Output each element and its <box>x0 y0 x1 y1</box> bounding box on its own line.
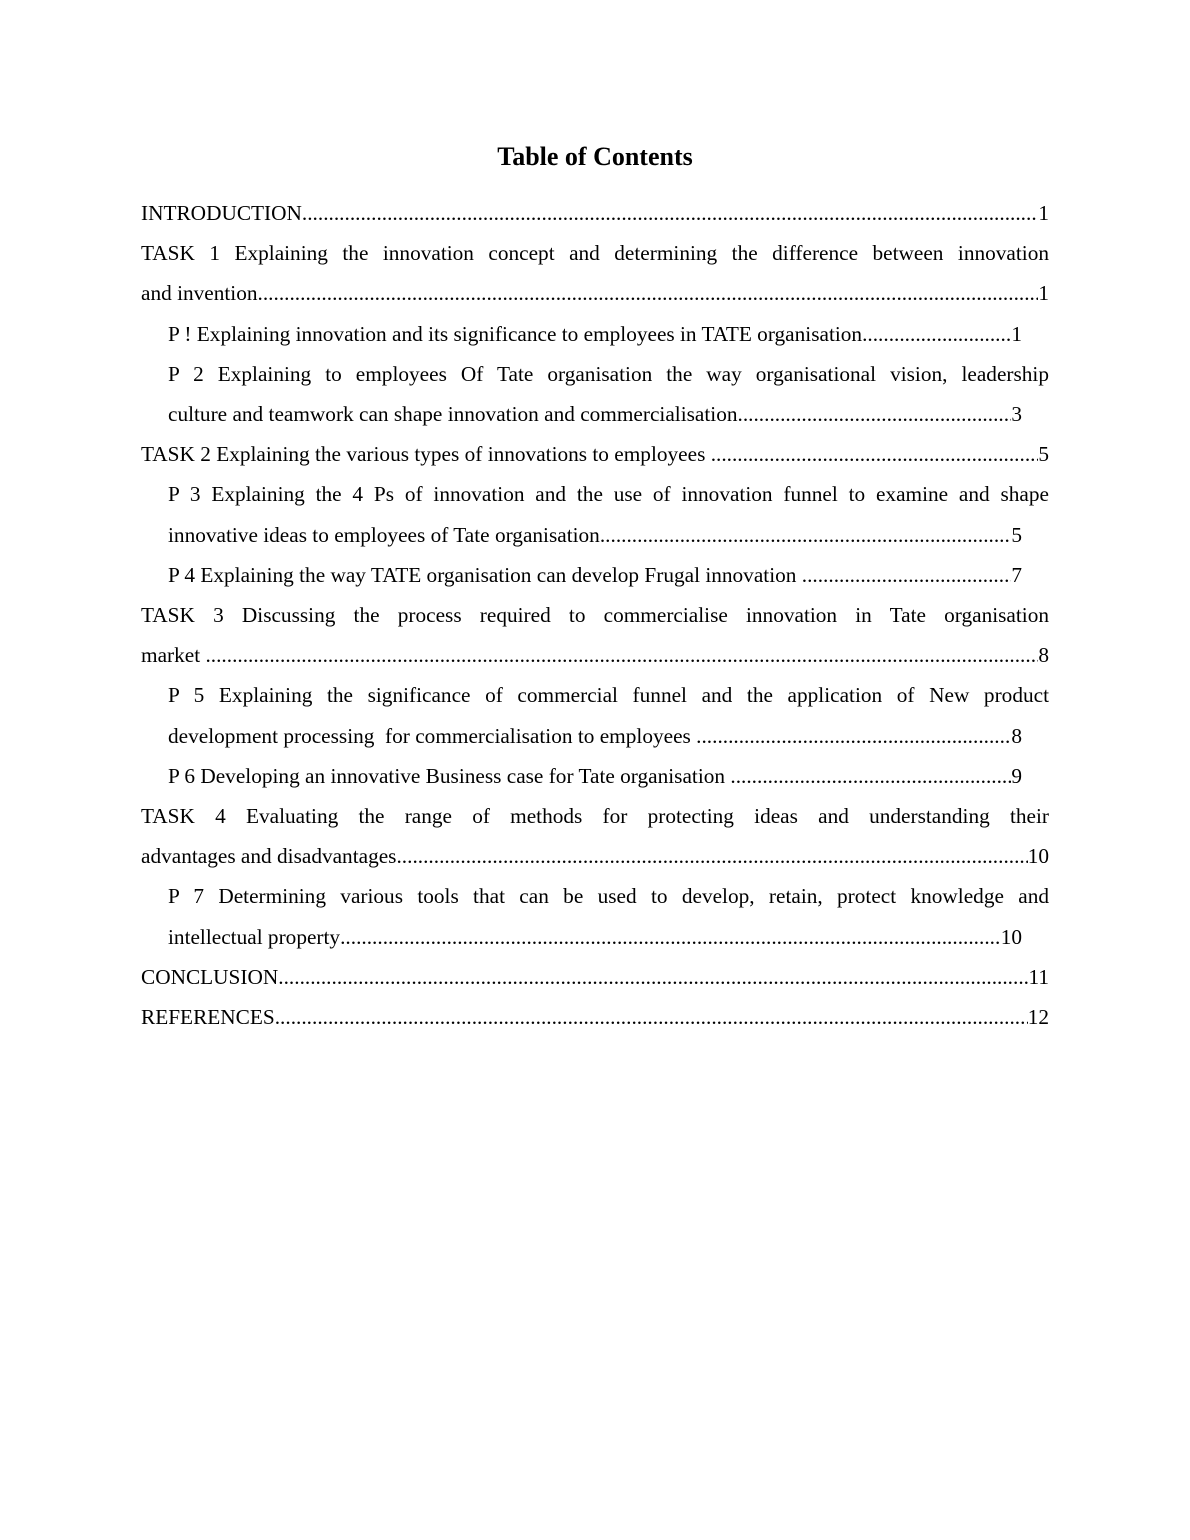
toc-entry-text: market <box>141 643 206 668</box>
toc-entry-text: P 4 Explaining the way TATE organisation can develop Frugal innovation <box>168 562 802 587</box>
toc-entry-task-2[interactable] <box>141 434 1049 474</box>
toc-dot-leader <box>738 394 1012 434</box>
toc-entry-p2[interactable] <box>168 354 1049 434</box>
toc-page-number: 9 <box>1011 763 1022 788</box>
toc-dot-leader <box>730 756 1011 796</box>
toc-entry-text: development processing for commercialisation to employees <box>168 723 697 748</box>
toc-page-number: 7 <box>1011 562 1022 587</box>
toc-entry-task-3[interactable] <box>141 595 1049 675</box>
toc-page-number: 10 <box>1027 844 1049 869</box>
toc-entry-conclusion[interactable] <box>141 957 1049 997</box>
toc-page-number: 1 <box>1038 281 1049 306</box>
toc-dot-leader <box>258 273 1039 313</box>
toc-entry-task-4[interactable] <box>141 796 1049 876</box>
toc-entry-text-line1: TASK 4 Evaluating the range of methods for protecting ideas and understanding their <box>141 804 1049 829</box>
toc-entry-text-line1: P 3 Explaining the 4 Ps of innovation and the use of innovation funnel to examine and shape <box>168 482 1049 507</box>
toc-title: Table of Contents <box>497 142 693 171</box>
toc-entry-text-line1: P 7 Determining various tools that can be used to develop, retain, protect knowledge and <box>168 884 1049 909</box>
toc-page-number: 5 <box>1038 442 1049 467</box>
toc-dot-leader <box>862 314 1011 354</box>
toc-entry-text-line1: P 5 Explaining the significance of commercial funnel and the application of New product <box>168 683 1049 708</box>
toc-entry-text: P 6 Developing an innovative Business case for Tate organisation <box>168 763 731 788</box>
toc-dot-leader <box>275 997 1028 1037</box>
toc-entry-p3[interactable] <box>168 474 1049 554</box>
toc-entry-text: REFERENCES <box>141 1005 275 1030</box>
toc-entry-p4[interactable] <box>168 555 1022 595</box>
toc-entry-text: CONCLUSION <box>141 964 279 989</box>
toc-page-number: 12 <box>1027 1005 1049 1030</box>
toc-entry-p1[interactable] <box>168 314 1022 354</box>
toc-page-number: 8 <box>1038 643 1049 668</box>
toc-dot-leader <box>302 193 1038 233</box>
toc-dot-leader <box>802 555 1012 595</box>
toc-entry-references[interactable] <box>141 997 1049 1037</box>
toc-dot-leader <box>278 957 1028 997</box>
toc-entry-p5[interactable] <box>168 675 1049 755</box>
toc-entry-text: and invention <box>141 281 258 306</box>
toc-entry-text-line1: P 2 Explaining to employees Of Tate organisation the way organisational vision, leadership <box>168 361 1049 386</box>
toc-entry-text: INTRODUCTION <box>141 201 302 225</box>
toc-page-number: 5 <box>1011 522 1022 547</box>
toc-entry-p6[interactable] <box>168 756 1022 796</box>
toc-page-number: 8 <box>1011 723 1022 748</box>
toc-dot-leader <box>600 515 1012 555</box>
toc-page-number: 1 <box>1011 321 1022 346</box>
toc-list <box>141 193 1049 1037</box>
toc-entry-text: culture and teamwork can shape innovation and commercialisation <box>168 402 738 427</box>
toc-dot-leader <box>340 917 1001 957</box>
toc-entry-task-1[interactable] <box>141 233 1049 313</box>
toc-page-number: 10 <box>1000 924 1022 949</box>
toc-entry-text-line1: TASK 3 Discussing the process required to commercialise innovation in Tate organisation <box>141 603 1049 628</box>
toc-entry-text: P ! Explaining innovation and its significance to employees in TATE organisation <box>168 321 863 346</box>
toc-dot-leader <box>711 434 1039 474</box>
toc-entry-text: TASK 2 Explaining the various types of innovations to employees <box>141 442 711 467</box>
toc-entry-text: intellectual property <box>168 924 341 949</box>
toc-dot-leader <box>696 716 1011 756</box>
toc-entry-p7[interactable] <box>168 876 1049 956</box>
toc-page-number: 11 <box>1028 964 1049 989</box>
toc-entry-text-line1: TASK 1 Explaining the innovation concept and determining the difference between innovation <box>141 241 1049 266</box>
toc-entry-text: advantages and disadvantages <box>141 844 397 869</box>
toc-dot-leader <box>205 635 1038 675</box>
toc-page-number: 1 <box>1038 201 1049 225</box>
toc-entry-introduction[interactable] <box>141 193 1049 233</box>
toc-entry-text: innovative ideas to employees of Tate organisation <box>168 522 600 547</box>
toc-dot-leader <box>396 836 1027 876</box>
toc-page-number: 3 <box>1011 402 1022 427</box>
